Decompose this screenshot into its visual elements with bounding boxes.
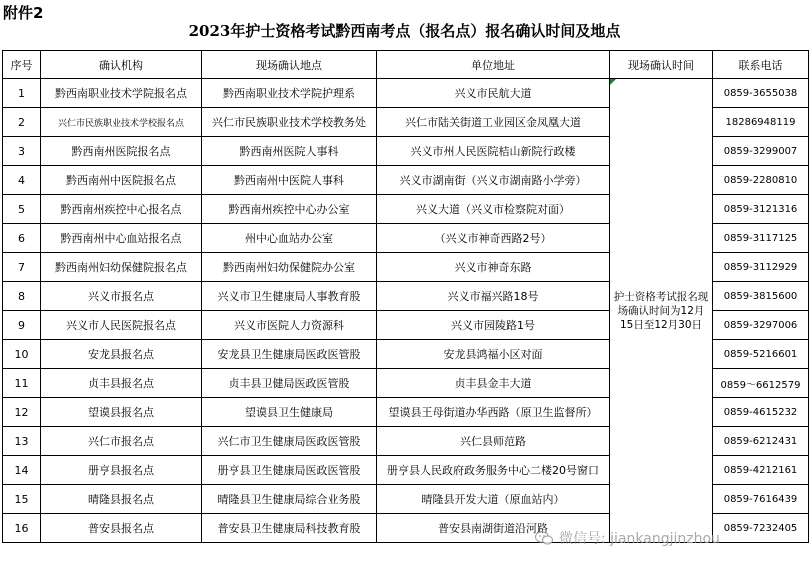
- col-header-no: 序号: [3, 51, 41, 79]
- confirm-org: 安龙县报名点: [41, 340, 202, 369]
- table-row: [3, 79, 809, 108]
- contact-phone: 0859-4615232: [713, 398, 809, 427]
- contact-phone: 0859-3815600: [713, 282, 809, 311]
- confirm-org: 兴仁市民族职业技术学校报名点: [41, 108, 202, 137]
- confirm-site: 兴义市医院人力资源科: [202, 311, 377, 340]
- wechat-watermark: [535, 528, 720, 548]
- unit-address: 晴隆县开发大道（原血站内）: [377, 485, 610, 514]
- row-number: 2: [3, 108, 41, 137]
- row-number: 8: [3, 282, 41, 311]
- confirm-site: 晴隆县卫生健康局综合业务股: [202, 485, 377, 514]
- unit-address: 普安县南湖街道沿河路: [377, 514, 610, 543]
- unit-address: 兴义市民航大道: [377, 79, 610, 108]
- unit-address: 兴义市园陵路1号: [377, 311, 610, 340]
- confirm-org: 黔西南州中医院报名点: [41, 166, 202, 195]
- contact-phone: 0859-7232405: [713, 514, 809, 543]
- row-number: 7: [3, 253, 41, 282]
- contact-phone: 0859-3655038: [713, 79, 809, 108]
- wechat-icon: [535, 531, 553, 545]
- confirm-site: 黔西南州妇幼保健院办公室: [202, 253, 377, 282]
- table-header-row: [3, 51, 809, 79]
- confirm-site: 兴仁市民族职业技术学校教务处: [202, 108, 377, 137]
- watermark-text: 微信号: jiankangjinzhou: [559, 531, 720, 547]
- row-number: 1: [3, 79, 41, 108]
- contact-phone: 0859-3117125: [713, 224, 809, 253]
- contact-phone: 0859～6612579: [713, 369, 809, 398]
- unit-address: 兴义市神奇东路: [377, 253, 610, 282]
- col-header-address: 单位地址: [377, 51, 610, 79]
- contact-phone: 0859-5216601: [713, 340, 809, 369]
- contact-phone: 0859-3299007: [713, 137, 809, 166]
- unit-address: 兴仁市陆关街道工业园区金凤凰大道: [377, 108, 610, 137]
- unit-address: 册亨县人民政府政务服务中心二楼20号窗口: [377, 456, 610, 485]
- unit-address: 兴义市湖南街（兴义市湖南路小学旁）: [377, 166, 610, 195]
- contact-phone: 18286948119: [713, 108, 809, 137]
- confirm-site: 黔西南州医院人事科: [202, 137, 377, 166]
- confirm-org: 黔西南职业技术学院报名点: [41, 79, 202, 108]
- confirm-org: 黔西南州妇幼保健院报名点: [41, 253, 202, 282]
- contact-phone: 0859-3112929: [713, 253, 809, 282]
- row-number: 12: [3, 398, 41, 427]
- table-body: [3, 79, 809, 543]
- unit-address: 兴义市福兴路18号: [377, 282, 610, 311]
- row-number: 16: [3, 514, 41, 543]
- row-number: 5: [3, 195, 41, 224]
- col-header-phone: 联系电话: [713, 51, 809, 79]
- confirm-org: 兴义市报名点: [41, 282, 202, 311]
- unit-address: 兴仁县师范路: [377, 427, 610, 456]
- row-number: 6: [3, 224, 41, 253]
- confirm-site: 兴义市卫生健康局人事教育股: [202, 282, 377, 311]
- confirm-org: 黔西南州中心血站报名点: [41, 224, 202, 253]
- cell-comment-marker: [610, 79, 616, 85]
- confirm-org: 册亨县报名点: [41, 456, 202, 485]
- contact-phone: 0859-2280810: [713, 166, 809, 195]
- confirm-org: 黔西南州医院报名点: [41, 137, 202, 166]
- row-number: 4: [3, 166, 41, 195]
- annex-label: 附件2: [3, 4, 44, 22]
- unit-address: （兴义市神奇西路2号）: [377, 224, 610, 253]
- row-number: 15: [3, 485, 41, 514]
- confirm-site: 黔西南州中医院人事科: [202, 166, 377, 195]
- confirm-site: 贞丰县卫健局医政医管股: [202, 369, 377, 398]
- confirm-site: 普安县卫生健康局科技教育股: [202, 514, 377, 543]
- confirm-site: 黔西南州疾控中心办公室: [202, 195, 377, 224]
- contact-phone: 0859-3297006: [713, 311, 809, 340]
- confirm-site: 册亨县卫生健康局医政医管股: [202, 456, 377, 485]
- unit-address: 兴义市州人民医院桔山新院行政楼: [377, 137, 610, 166]
- unit-address: 兴义大道（兴义市检察院对面）: [377, 195, 610, 224]
- confirm-site: 望谟县卫生健康局: [202, 398, 377, 427]
- contact-phone: 0859-7616439: [713, 485, 809, 514]
- contact-phone: 0859-6212431: [713, 427, 809, 456]
- page-title: 2023年护士资格考试黔西南考点（报名点）报名确认时间及地点: [188, 22, 621, 40]
- confirm-org: 晴隆县报名点: [41, 485, 202, 514]
- confirm-org: 望谟县报名点: [41, 398, 202, 427]
- confirm-site: 黔西南职业技术学院护理系: [202, 79, 377, 108]
- unit-address: 贞丰县金丰大道: [377, 369, 610, 398]
- confirm-time-text: 护士资格考试报名现场确认时间为12月15日至12月30日: [613, 290, 709, 331]
- row-number: 11: [3, 369, 41, 398]
- col-header-site: 现场确认地点: [202, 51, 377, 79]
- confirm-org: 普安县报名点: [41, 514, 202, 543]
- confirm-site: 州中心血站办公室: [202, 224, 377, 253]
- unit-address: 望谟县王母街道办华西路（原卫生监督所）: [377, 398, 610, 427]
- confirm-org: 黔西南州疾控中心报名点: [41, 195, 202, 224]
- confirm-site: 兴仁市卫生健康局医政医管股: [202, 427, 377, 456]
- contact-phone: 0859-3121316: [713, 195, 809, 224]
- row-number: 3: [3, 137, 41, 166]
- unit-address: 安龙县鸿福小区对面: [377, 340, 610, 369]
- confirm-org: 兴仁市报名点: [41, 427, 202, 456]
- col-header-time: 现场确认时间: [610, 51, 713, 79]
- confirm-time-cell: [610, 79, 713, 543]
- row-number: 9: [3, 311, 41, 340]
- col-header-org: 确认机构: [41, 51, 202, 79]
- row-number: 10: [3, 340, 41, 369]
- confirmation-table: [2, 50, 809, 543]
- contact-phone: 0859-4212161: [713, 456, 809, 485]
- row-number: 13: [3, 427, 41, 456]
- confirm-site: 安龙县卫生健康局医政医管股: [202, 340, 377, 369]
- row-number: 14: [3, 456, 41, 485]
- confirm-org: 贞丰县报名点: [41, 369, 202, 398]
- confirm-org: 兴义市人民医院报名点: [41, 311, 202, 340]
